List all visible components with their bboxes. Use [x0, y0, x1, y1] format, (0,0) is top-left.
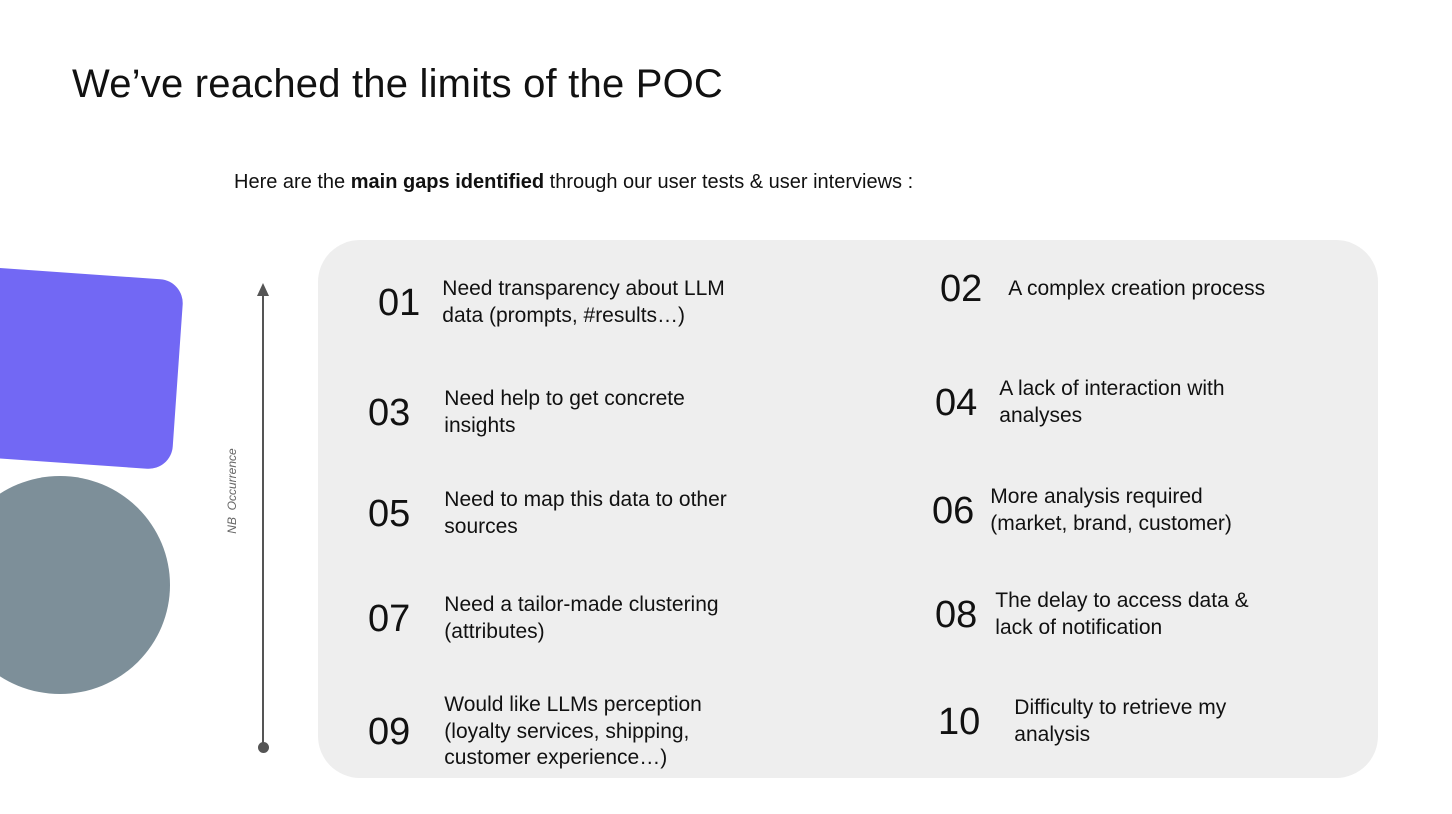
- gap-description: [999, 376, 1224, 429]
- gap-item: [368, 386, 685, 439]
- gap-line: Need help to get concrete: [444, 387, 685, 410]
- gap-line: analysis: [1014, 722, 1091, 746]
- gap-description: [995, 588, 1248, 641]
- gap-number: 05: [368, 492, 411, 535]
- gap-line: A lack of interaction with: [999, 377, 1225, 400]
- gap-item: [368, 487, 727, 540]
- gap-line: data (prompts, #results…): [442, 303, 686, 327]
- slide-title: We’ve reached the limits of the POC: [72, 62, 723, 106]
- gap-line: analyses: [999, 403, 1083, 427]
- subtitle-bold: main gaps identified: [350, 171, 545, 193]
- gap-number: 10: [938, 700, 981, 743]
- gap-line: The delay to access data &: [995, 589, 1249, 612]
- gap-line: Need a tailor-made clustering: [444, 593, 719, 616]
- gap-line: A complex creation process: [1008, 276, 1266, 300]
- gap-description: [1008, 276, 1265, 303]
- gap-line: sources: [444, 514, 518, 538]
- gap-item: [932, 484, 1232, 537]
- gap-line: insights: [444, 413, 516, 437]
- gap-item: [378, 276, 725, 329]
- gap-item: [935, 588, 1249, 641]
- gap-line: More analysis required: [990, 485, 1203, 508]
- gap-line: Need to map this data to other: [444, 488, 727, 511]
- gap-description: [444, 386, 685, 439]
- gap-number: 02: [940, 268, 983, 310]
- gap-line: customer experience…): [444, 746, 668, 769]
- gap-description: [444, 487, 727, 540]
- arrow-up-icon: [257, 283, 269, 296]
- gap-number: 06: [932, 489, 975, 532]
- occurrence-axis-line: [262, 288, 264, 746]
- subtitle-suffix: through our user tests & user interviews :: [544, 171, 914, 193]
- slide-subtitle: [234, 171, 913, 194]
- gap-number: 08: [935, 593, 978, 636]
- gap-item: [935, 376, 1225, 429]
- gap-number: 04: [935, 381, 978, 424]
- gap-item: [940, 270, 1265, 308]
- gap-description: [1014, 695, 1226, 748]
- gap-description: [444, 592, 718, 645]
- axis-origin-dot: [258, 742, 269, 753]
- gap-description: [990, 484, 1232, 537]
- gap-number: 09: [368, 710, 411, 753]
- gap-line: Would like LLMs perception: [444, 693, 702, 716]
- gap-item: [938, 695, 1226, 748]
- decorative-purple-shape: [0, 264, 184, 471]
- gap-line: Need transparency about LLM: [442, 277, 725, 300]
- gap-description: [442, 276, 725, 329]
- gap-line: (attributes): [444, 619, 545, 643]
- axis-label: NB Occurrence: [225, 448, 239, 534]
- decorative-slate-circle: [0, 476, 170, 694]
- gap-line: (market, brand, customer): [990, 511, 1232, 535]
- gap-item: [368, 592, 719, 645]
- subtitle-prefix: Here are the: [234, 171, 351, 193]
- gap-number: 01: [378, 281, 421, 324]
- gap-line: Difficulty to retrieve my: [1014, 696, 1227, 719]
- gap-item: [368, 692, 702, 772]
- gap-description: [444, 692, 702, 772]
- gap-line: (loyalty services, shipping,: [444, 719, 690, 743]
- gap-number: 07: [368, 597, 411, 640]
- gap-line: lack of notification: [995, 615, 1163, 639]
- gap-number: 03: [368, 391, 411, 434]
